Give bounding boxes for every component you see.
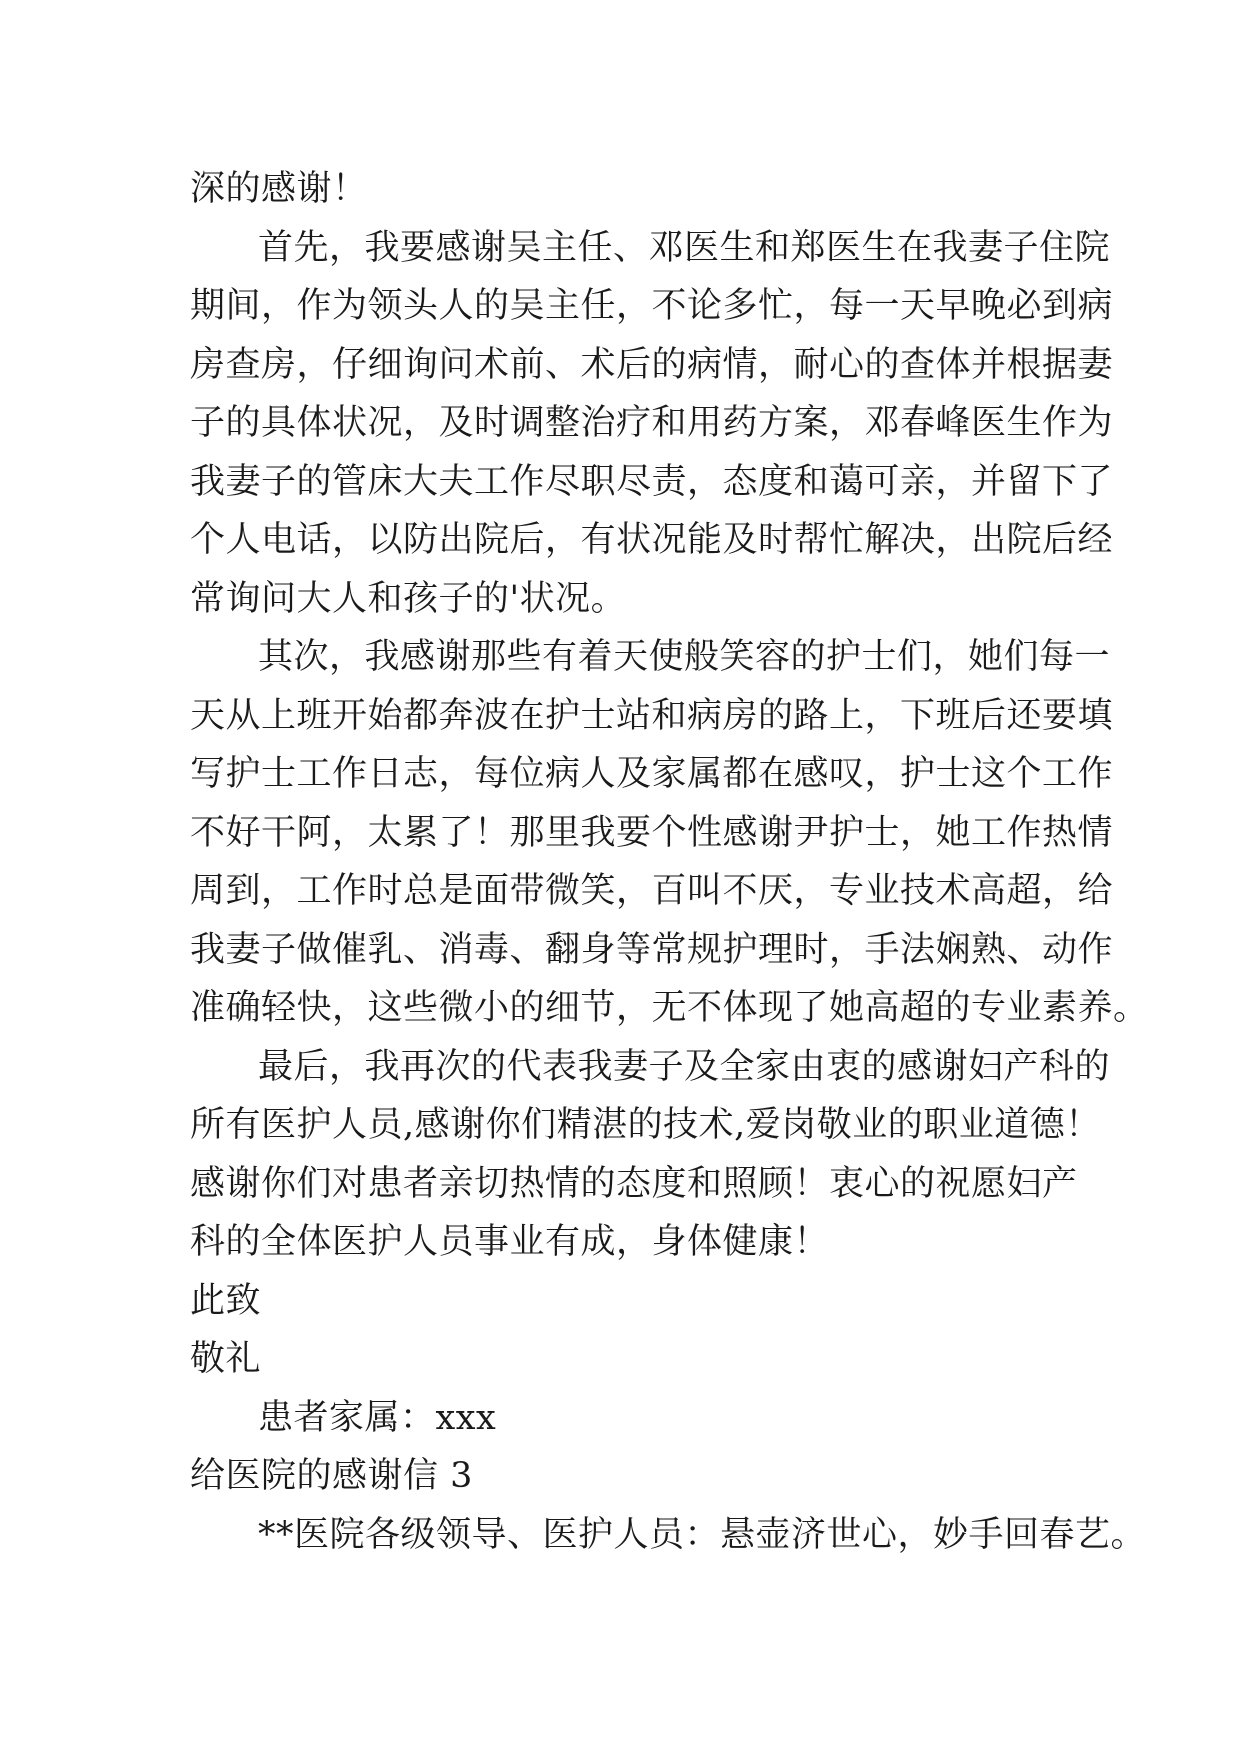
text-line: 所有医护人员,感谢你们精湛的技术,爱岗敬业的职业道德！ [190,1105,1101,1145]
section-heading: 给医院的感谢信 3 [190,1456,473,1496]
text-line: 个人电话，以防出院后，有状况能及时帮忙解决，出院后经 [190,520,1114,560]
text-line: 我妻子的管床大夫工作尽职尽责，态度和蔼可亲，并留下了 [190,461,1114,502]
paragraph-first-line: 最后，我再次的代表我妻子及全家由衷的感谢妇产科的 [258,1046,1111,1087]
paragraph-first-line: 首先，我要感谢吴主任、邓医生和郑医生在我妻子住院 [258,227,1111,268]
text-line: 房查房，仔细询问术前、术后的病情，耐心的查体并根据妻 [190,344,1114,385]
text-line: 科的全体医护人员事业有成，身体健康！ [190,1222,830,1262]
text-line: 准确轻快，这些微小的细节，无不体现了她高超的专业素养。 [190,988,1149,1028]
text-line: 写护士工作日志，每位病人及家属都在感叹，护士这个工作 [190,754,1114,794]
text-line: 感谢你们对患者亲切热情的态度和照顾！衷心的祝愿妇产 [190,1163,1078,1204]
closing-regards: 敬礼 [190,1339,262,1379]
text-line: 子的具体状况，及时调整治疗和用药方案，邓春峰医生作为 [190,403,1114,443]
text-line: 周到，工作时总是面带微笑，百叫不厌，专业技术高超，给 [190,871,1114,911]
text-line: 不好干阿，太累了！那里我要个性感谢尹护士，她工作热情 [190,812,1114,853]
paragraph-first-line: 其次，我感谢那些有着天使般笑容的护士们，她们每一 [258,637,1111,677]
paragraph-first-line: **医院各级领导、医护人员：悬壶济世心，妙手回春艺。 [258,1514,1147,1555]
text-line: 我妻子做催乳、消毒、翻身等常规护理时，手法娴熟、动作 [190,929,1114,970]
text-line: 常询问大人和孩子的'状况。 [190,578,627,619]
closing-salutation: 此致 [190,1280,262,1321]
signature: 患者家属：xxx [258,1397,497,1438]
document-body [190,160,1149,1564]
text-line: 天从上班开始都奔波在护士站和病房的路上，下班后还要填 [190,695,1114,736]
text-line: 深的感谢！ [190,169,368,209]
text-line: 期间，作为领头人的吴主任，不论多忙，每一天早晚必到病 [190,286,1114,326]
